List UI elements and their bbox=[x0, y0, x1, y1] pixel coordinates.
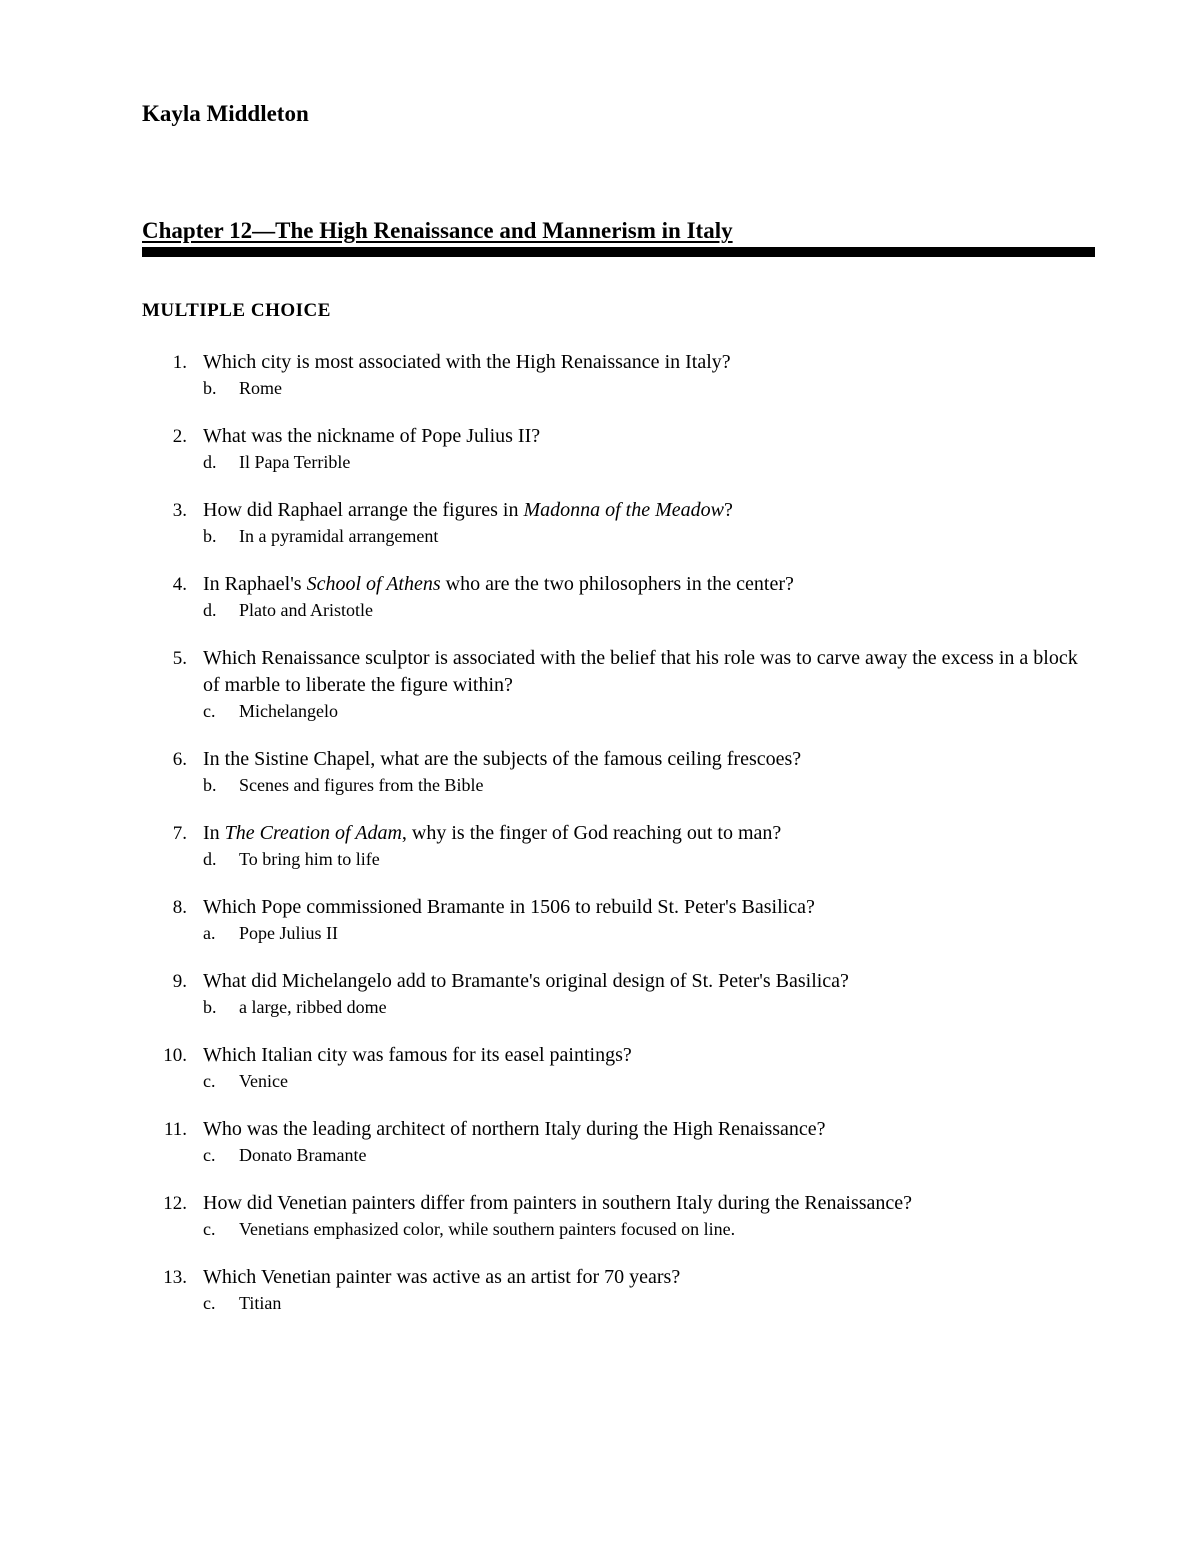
answer-line bbox=[0, 598, 1200, 622]
question-text bbox=[203, 894, 1090, 921]
answer-text: Il Papa Terrible bbox=[239, 452, 351, 472]
answer-text: Plato and Aristotle bbox=[239, 600, 373, 620]
question-text-part: In Raphael's bbox=[203, 573, 307, 595]
answer-letter: b. bbox=[203, 378, 217, 398]
question-item bbox=[0, 968, 1200, 1019]
answer-line bbox=[0, 773, 1200, 797]
question-list bbox=[0, 349, 1200, 1338]
question-text-part: In bbox=[203, 822, 225, 844]
question-item bbox=[0, 746, 1200, 797]
answer-text: Venice bbox=[239, 1071, 288, 1091]
question-text bbox=[203, 423, 1090, 450]
question-text-part: How did Venetian painters differ from painters in southern Italy during the Renaissance? bbox=[203, 1192, 913, 1214]
question-text-part: Which Renaissance sculptor is associated with the belief that his role was to carve away the excess in a block of marble to liberate the figure within? bbox=[203, 647, 1078, 696]
question-text bbox=[203, 1042, 1090, 1069]
answer-text: a large, ribbed dome bbox=[239, 997, 387, 1017]
question-item bbox=[0, 1264, 1200, 1315]
question-text-part: How did Raphael arrange the figures in bbox=[203, 499, 524, 521]
answer-letter: c. bbox=[203, 1071, 216, 1091]
question-text-part: Which city is most associated with the High Renaissance in Italy? bbox=[203, 351, 731, 373]
question-text bbox=[203, 349, 1090, 376]
answer-text: Scenes and figures from the Bible bbox=[239, 775, 484, 795]
question-text bbox=[203, 571, 1090, 598]
question-number: 5. bbox=[172, 648, 187, 669]
question-line bbox=[0, 497, 1200, 524]
question-text-part: , why is the finger of God reaching out to man? bbox=[401, 822, 782, 844]
answer-letter: c. bbox=[203, 1219, 216, 1239]
question-number: 6. bbox=[172, 749, 187, 770]
question-line bbox=[0, 423, 1200, 450]
answer-line bbox=[0, 1143, 1200, 1167]
answer-line bbox=[0, 995, 1200, 1019]
question-text-part: What was the nickname of Pope Julius II? bbox=[203, 425, 541, 447]
question-item bbox=[0, 894, 1200, 945]
question-item bbox=[0, 1190, 1200, 1241]
question-text-part: Who was the leading architect of northern Italy during the High Renaissance? bbox=[203, 1118, 826, 1140]
question-line bbox=[0, 645, 1200, 699]
answer-letter: c. bbox=[203, 1145, 216, 1165]
question-item bbox=[0, 349, 1200, 400]
question-text bbox=[203, 1116, 1090, 1143]
answer-text: Michelangelo bbox=[239, 701, 338, 721]
question-text-part: who are the two philosophers in the center? bbox=[440, 573, 794, 595]
answer-line bbox=[0, 847, 1200, 871]
question-item bbox=[0, 820, 1200, 871]
question-line bbox=[0, 968, 1200, 995]
question-text-italic: Madonna of the Meadow bbox=[523, 499, 724, 521]
question-number: 3. bbox=[172, 500, 187, 521]
answer-line bbox=[0, 524, 1200, 548]
question-number: 9. bbox=[172, 971, 187, 992]
question-number: 4. bbox=[172, 574, 187, 595]
question-text-part: In the Sistine Chapel, what are the subjects of the famous ceiling frescoes? bbox=[203, 748, 802, 770]
answer-letter: a. bbox=[203, 923, 216, 943]
question-item bbox=[0, 571, 1200, 622]
answer-letter: b. bbox=[203, 997, 217, 1017]
question-line bbox=[0, 349, 1200, 376]
question-line bbox=[0, 1116, 1200, 1143]
question-text bbox=[203, 1190, 1090, 1217]
question-number: 12. bbox=[163, 1193, 187, 1214]
question-number: 8. bbox=[172, 897, 187, 918]
answer-letter: d. bbox=[203, 600, 217, 620]
question-text bbox=[203, 1264, 1090, 1291]
question-number: 13. bbox=[163, 1267, 187, 1288]
question-text bbox=[203, 746, 1090, 773]
question-text-part: What did Michelangelo add to Bramante's original design of St. Peter's Basilica? bbox=[203, 970, 849, 992]
question-line bbox=[0, 894, 1200, 921]
question-item bbox=[0, 1042, 1200, 1093]
question-line bbox=[0, 820, 1200, 847]
answer-line bbox=[0, 921, 1200, 945]
title-rule bbox=[142, 247, 1095, 257]
answer-line bbox=[0, 1069, 1200, 1093]
answer-line bbox=[0, 376, 1200, 400]
answer-line bbox=[0, 1291, 1200, 1315]
answer-text: Titian bbox=[239, 1293, 282, 1313]
question-text-part: Which Venetian painter was active as an artist for 70 years? bbox=[203, 1266, 681, 1288]
answer-text: To bring him to life bbox=[239, 849, 380, 869]
question-line bbox=[0, 1190, 1200, 1217]
answer-line bbox=[0, 1217, 1200, 1241]
question-number: 2. bbox=[172, 426, 187, 447]
question-number: 10. bbox=[163, 1045, 187, 1066]
answer-letter: c. bbox=[203, 1293, 216, 1313]
question-line bbox=[0, 571, 1200, 598]
question-text-part: Which Italian city was famous for its easel paintings? bbox=[203, 1044, 632, 1066]
question-item bbox=[0, 1116, 1200, 1167]
question-text bbox=[203, 497, 1090, 524]
answer-letter: d. bbox=[203, 452, 217, 472]
question-line bbox=[0, 1042, 1200, 1069]
answer-line bbox=[0, 450, 1200, 474]
author-name: Kayla Middleton bbox=[142, 101, 309, 126]
answer-letter: c. bbox=[203, 701, 216, 721]
question-text bbox=[203, 820, 1090, 847]
question-number: 1. bbox=[172, 352, 187, 373]
answer-text: In a pyramidal arrangement bbox=[239, 526, 439, 546]
question-number: 7. bbox=[172, 823, 187, 844]
question-text-part: ? bbox=[723, 499, 733, 521]
answer-text: Pope Julius II bbox=[239, 923, 338, 943]
question-text bbox=[203, 645, 1090, 699]
answer-letter: b. bbox=[203, 526, 217, 546]
question-text-part: Which Pope commissioned Bramante in 1506 to rebuild St. Peter's Basilica? bbox=[203, 896, 815, 918]
question-text-italic: The Creation of Adam bbox=[224, 822, 402, 844]
answer-text: Venetians emphasized color, while southern painters focused on line. bbox=[239, 1219, 736, 1239]
answer-line bbox=[0, 699, 1200, 723]
question-text-italic: School of Athens bbox=[306, 573, 441, 595]
question-item bbox=[0, 423, 1200, 474]
question-line bbox=[0, 746, 1200, 773]
answer-letter: d. bbox=[203, 849, 217, 869]
question-line bbox=[0, 1264, 1200, 1291]
section-heading: MULTIPLE CHOICE bbox=[142, 300, 331, 321]
answer-letter: b. bbox=[203, 775, 217, 795]
question-number: 11. bbox=[163, 1119, 187, 1140]
answer-text: Donato Bramante bbox=[239, 1145, 367, 1165]
question-item bbox=[0, 497, 1200, 548]
answer-text: Rome bbox=[239, 378, 282, 398]
question-text bbox=[203, 968, 1090, 995]
chapter-title: Chapter 12—The High Renaissance and Mannerism in Italy bbox=[142, 218, 733, 243]
question-item bbox=[0, 645, 1200, 723]
